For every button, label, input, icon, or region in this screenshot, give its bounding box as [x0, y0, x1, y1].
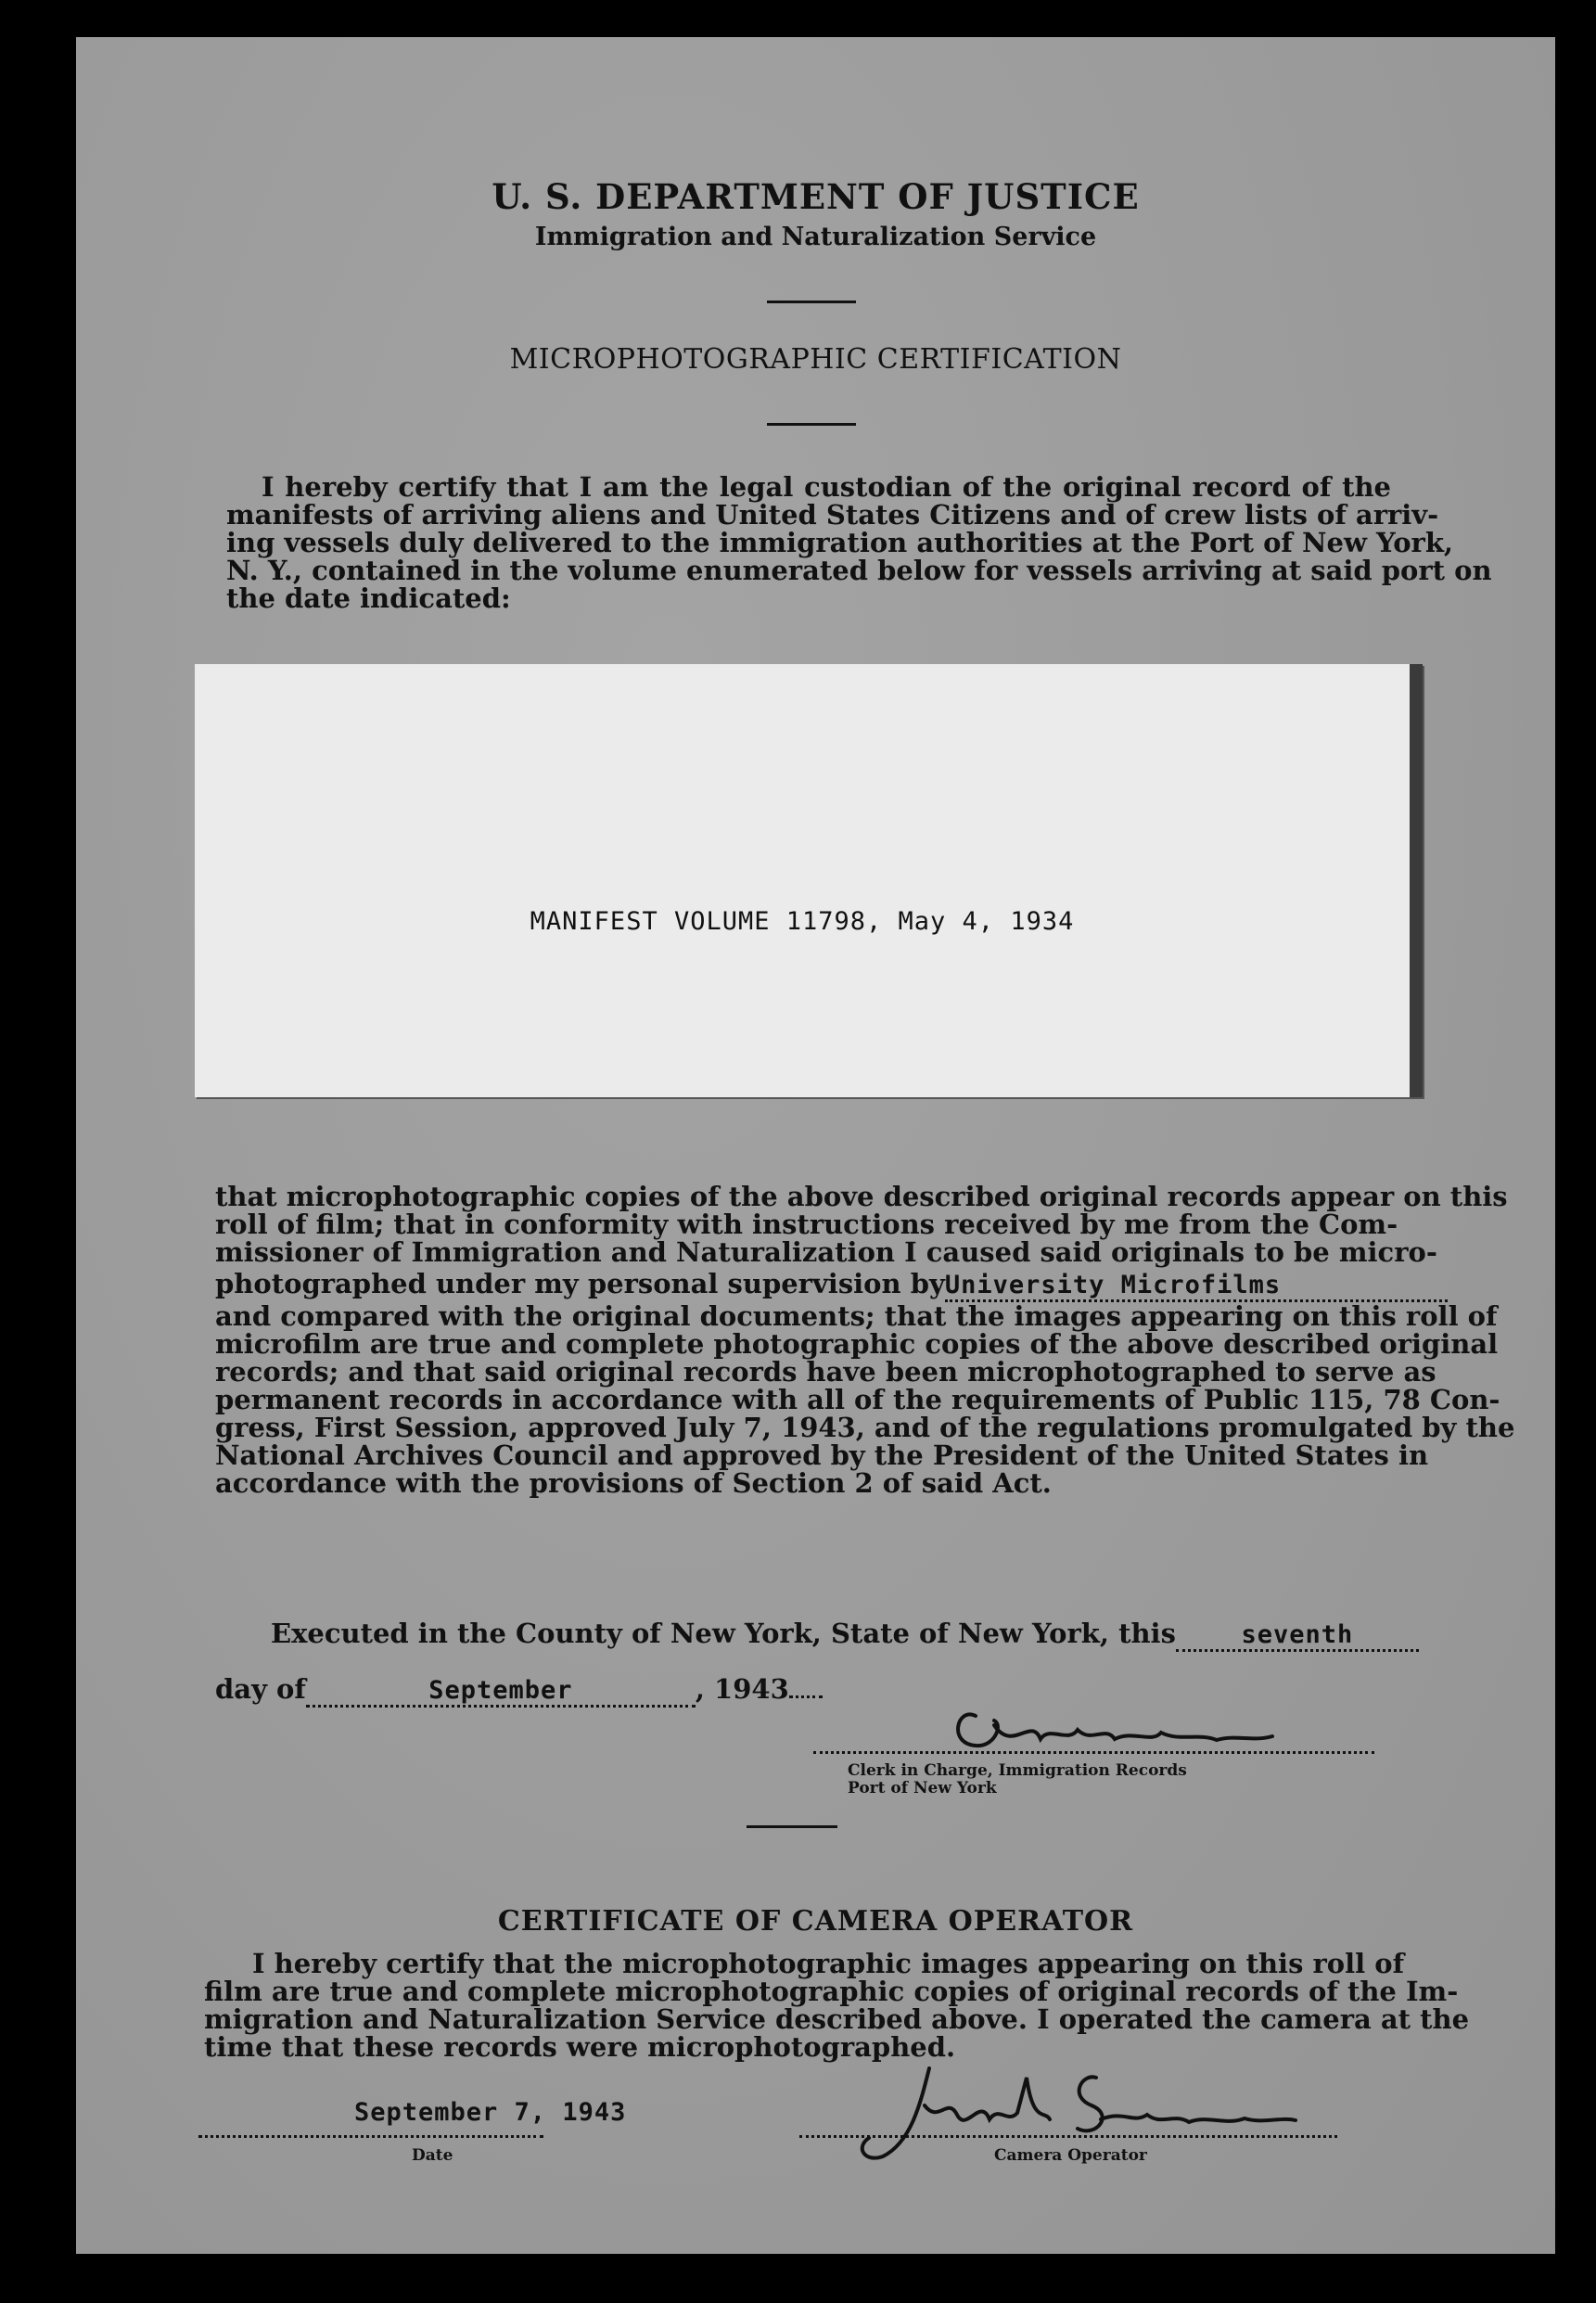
- day-field: [1176, 1619, 1419, 1652]
- year-value: , 1943: [695, 1673, 789, 1705]
- certification-body: [215, 1181, 1515, 1499]
- camera-date-label: Date: [412, 2146, 453, 2165]
- supervisor-value: University Microfilms: [944, 1271, 1282, 1299]
- intro-line: ing vessels duly delivered to the immigration authorities at the Port of New York,: [226, 527, 1454, 558]
- supervision-prefix: photographed under my personal supervision by: [215, 1268, 945, 1299]
- executed-prefix: Executed in the County of New York, State of New York, this: [271, 1618, 1176, 1649]
- intro-line: N. Y., contained in the volume enumerated below for vessels arriving at said port on: [226, 555, 1492, 586]
- camera-operator-label: Camera Operator: [994, 2146, 1147, 2165]
- body-line: missioner of Immigration and Naturalization I caused said originals to be micro-: [215, 1236, 1437, 1268]
- intro-line: the date indicated:: [226, 582, 511, 614]
- camera-line: migration and Naturalization Service described above. I operated the camera at the: [204, 2003, 1470, 2035]
- service-subtitle: Immigration and Naturalization Service: [534, 223, 1097, 251]
- intro-line: I hereby certify that I am the legal custodian of the original record of the: [262, 471, 1391, 503]
- clerk-title: [848, 1762, 1187, 1798]
- camera-date-line: [198, 2135, 543, 2138]
- camera-line: I hereby certify that the microphotographic images appearing on this roll of: [252, 1948, 1405, 1979]
- supervision-line: [215, 1270, 1385, 1302]
- month-value: September: [428, 1676, 573, 1705]
- camera-line: film are true and complete microphotographic copies of original records of the Im-: [204, 1976, 1459, 2007]
- year-dots: [789, 1695, 823, 1698]
- clerk-signature: [938, 1688, 1291, 1762]
- intro-paragraph: [226, 471, 1492, 614]
- manifest-inset: [195, 664, 1423, 1097]
- day-value: seventh: [1241, 1620, 1354, 1649]
- body-line: records; and that said original records have been microphotographed to serve as: [215, 1356, 1436, 1388]
- executed-line: [271, 1619, 1393, 1652]
- divider-rule: [767, 423, 856, 426]
- certificate-sheet: [76, 37, 1555, 2254]
- body-line: National Archives Council and approved by the President of the United States in: [215, 1439, 1429, 1471]
- manifest-volume-label: MANIFEST VOLUME 11798, May 4, 1934: [530, 907, 1075, 936]
- month-field: [306, 1675, 696, 1708]
- intro-line: manifests of arriving aliens and United States Citizens and of crew lists of arriv-: [226, 499, 1439, 531]
- date-line: [215, 1675, 957, 1708]
- clerk-title-line: Clerk in Charge, Immigration Records: [848, 1761, 1187, 1780]
- body-line: that microphotographic copies of the above described original records appear on this: [215, 1181, 1508, 1212]
- body-line: roll of film; that in conformity with instructions received by me from the Com-: [215, 1209, 1398, 1240]
- clerk-title-line: Port of New York: [848, 1779, 997, 1798]
- camera-date-value: September 7, 1943: [354, 2098, 627, 2127]
- camera-cert-title: CERTIFICATE OF CAMERA OPERATOR: [497, 1905, 1134, 1938]
- divider-rule: [767, 301, 856, 303]
- department-title: U. S. DEPARTMENT OF JUSTICE: [492, 176, 1140, 217]
- body-line: and compared with the original documents; that the images appearing on this roll of: [215, 1300, 1498, 1332]
- camera-line: time that these records were microphotographed.: [204, 2031, 956, 2063]
- day-of-label: day of: [215, 1673, 306, 1705]
- divider-rule: [747, 1825, 837, 1828]
- body-line: permanent records in accordance with all of the requirements of Public 115, 78 Con-: [215, 1384, 1500, 1415]
- supervisor-field: [945, 1270, 1448, 1302]
- body-line: accordance with the provisions of Section 2 of said Act.: [215, 1467, 1052, 1499]
- certification-title: MICROPHOTOGRAPHIC CERTIFICATION: [509, 343, 1122, 376]
- body-line: gress, First Session, approved July 7, 1943, and of the regulations promulgated by the: [215, 1412, 1515, 1443]
- body-line: microfilm are true and complete photographic copies of the above described original: [215, 1328, 1499, 1360]
